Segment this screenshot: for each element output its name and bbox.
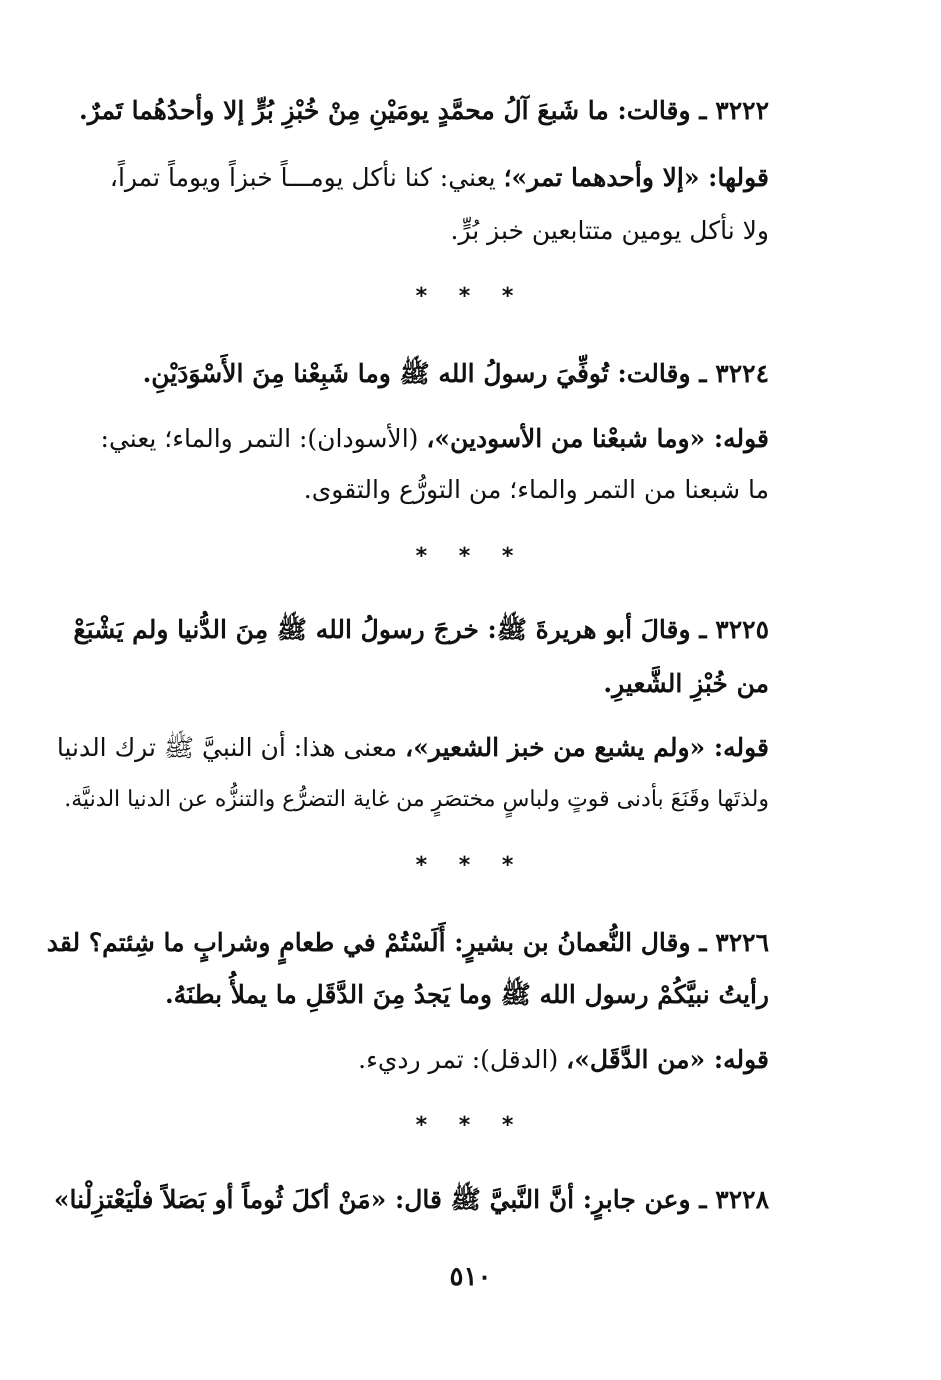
hadith-3226-line-2: رأيتُ نبيَّكُمْ رسول الله ﷺ وما يَجدُ مِنَ الدَّقَلِ ما يملأُ بطنَهُ.	[164, 980, 769, 1009]
hadith-3225-line-1: ٣٢٢٥ ـ وقالَ أبو هريرةَ ﷺ: خرجَ رسولُ الله ﷺ مِنَ الدُّنيا ولم يَشْبَعْ	[73, 615, 769, 644]
hadith-3222-line-1: ٣٢٢٢ ـ وقالت: ما شَبعَ آلُ محمَّدٍ يومَيْنِ مِنْ خُبْزِ بُرٍّ إلا وأحدُهُما تَمرٌ.	[78, 96, 769, 125]
commentary-text: يعني: كنا نأكل يومـــاً خبزاً ويوماً تمراً،	[109, 163, 504, 192]
section-separator: * * *	[415, 544, 526, 569]
commentary-text: ولا نأكل يومين متتابعين خبز بُرٍّ.	[450, 216, 769, 245]
commentary-quote: قوله: «من الدَّقَل»،	[566, 1045, 769, 1074]
commentary-3225-line-1	[56, 728, 769, 768]
commentary-quote: قوله: «ولم يشبع من خبز الشعير»،	[405, 733, 769, 762]
commentary-text: ما شبعنا من التمر والماء؛ من التورُّع والتقوى.	[303, 475, 769, 504]
commentary-3224-line-1	[100, 419, 769, 459]
hadith-3226-line-1: ٣٢٢٦ ـ وقال النُّعمانُ بن بشيرٍ: أَلَسْتُمْ في طعامٍ وشرابٍ ما شِئتم؟ لقد	[46, 928, 769, 957]
section-separator: * * *	[415, 284, 526, 309]
page-number: ٥١٠	[449, 1262, 492, 1292]
hadith-3225-line-2: من خُبْزِ الشَّعيرِ.	[603, 669, 769, 698]
commentary-text: ولذتَها وقَنَعَ بأدنى قوتٍ ولباسٍ مختصَرٍ من غاية التضرُّع والتنزُّه عن الدنيا الدنيَّة.	[64, 787, 769, 812]
commentary-3222-line-1	[109, 158, 769, 198]
hadith-3224-line-1: ٣٢٢٤ ـ وقالت: تُوفِّيَ رسولُ الله ﷺ وما شَبِعْنا مِنَ الأَسْوَدَيْنِ.	[142, 359, 769, 388]
commentary-quote: قوله: «وما شبعْنا من الأسودين»،	[426, 424, 769, 453]
section-separator: * * *	[415, 853, 526, 878]
commentary-text: (الدقل): تمر رديء.	[358, 1045, 567, 1074]
commentary-3222-line-2	[169, 211, 769, 251]
commentary-text: (الأسودان): التمر والماء؛ يعني:	[100, 424, 427, 453]
hadith-3228-line-1: ٣٢٢٨ ـ وعن جابرٍ: أنَّ النَّبيَّ ﷺ قال: «مَنْ أكلَ ثُوماً أو بَصَلاً فلْيَعْتزِلْنا»	[53, 1185, 769, 1214]
commentary-3224-line-2	[169, 470, 769, 510]
commentary-3225-line-2	[64, 780, 769, 820]
commentary-3226-line-1	[169, 1040, 769, 1080]
commentary-text: معنى هذا: أن النبيَّ ﷺ ترك الدنيا	[56, 733, 406, 762]
commentary-quote: قولها: «إلا وأحدهما تمر»؛	[503, 163, 769, 192]
section-separator: * * *	[415, 1113, 526, 1138]
